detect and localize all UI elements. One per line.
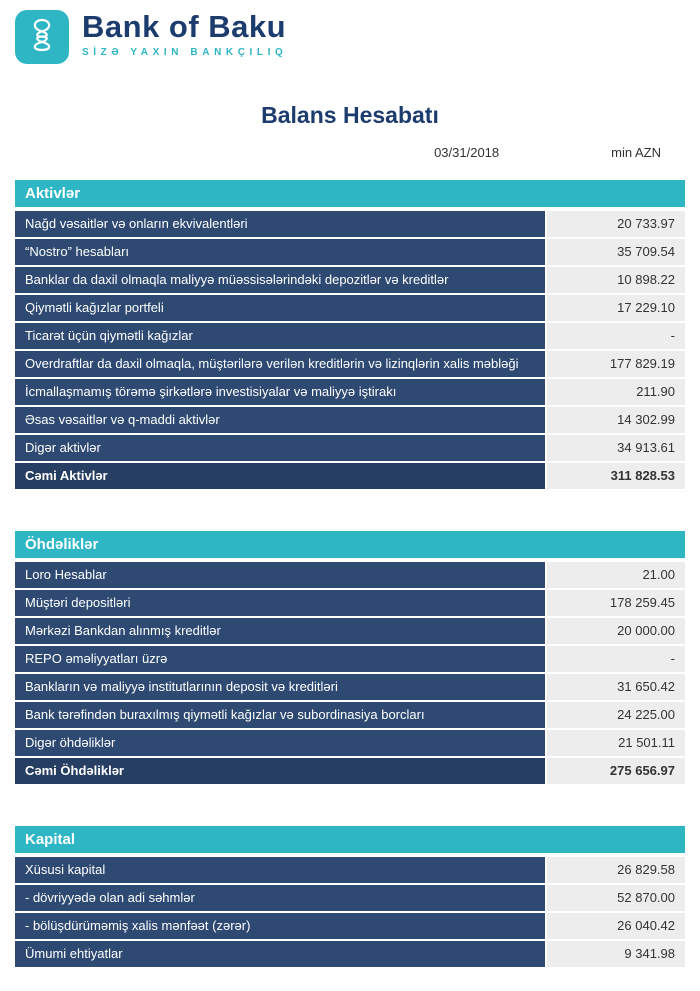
table-row [15, 323, 685, 349]
table-row [15, 435, 685, 461]
section-title-equity: Kapital [15, 826, 685, 853]
row-label: REPO əməliyyatları üzrə [15, 646, 545, 672]
row-label: Bank tərəfindən buraxılmış qiymətli kağızlar və subordinasiya borcları [15, 702, 545, 728]
row-label: “Nostro” hesabları [15, 239, 545, 265]
row-value: 34 913.61 [547, 435, 685, 461]
table-row [15, 857, 685, 883]
row-label: - bölüşdürüməmiş xalis mənfəət (zərər) [15, 913, 545, 939]
page-title: Balans Hesabatı [261, 102, 439, 128]
table-row [15, 913, 685, 939]
table-row [15, 885, 685, 911]
report-meta [15, 145, 685, 160]
row-label: Bankların və maliyyə institutlarının deposit və kreditləri [15, 674, 545, 700]
table-row [15, 590, 685, 616]
row-label: Cəmi Öhdəliklər [15, 758, 545, 784]
section-liabilities [15, 531, 685, 784]
header [15, 8, 685, 72]
row-value: 24 225.00 [547, 702, 685, 728]
row-value: - [547, 646, 685, 672]
bank-logo [15, 10, 69, 64]
row-value: 178 259.45 [547, 590, 685, 616]
row-label: Xüsusi kapital [15, 857, 545, 883]
row-value: - [547, 323, 685, 349]
section-title-assets: Aktivlər [15, 180, 685, 207]
sections-container [15, 180, 685, 967]
report-date: 03/31/2018 [434, 145, 500, 160]
row-value: 14 302.99 [547, 407, 685, 433]
row-value: 52 870.00 [547, 885, 685, 911]
row-value: 211.90 [547, 379, 685, 405]
total-row [15, 463, 685, 489]
section-equity [15, 826, 685, 967]
row-value: 26 829.58 [547, 857, 685, 883]
section-title-liabilities: Öhdəliklər [15, 531, 685, 558]
section-assets [15, 180, 685, 489]
table-row [15, 379, 685, 405]
table-row [15, 674, 685, 700]
table-row [15, 351, 685, 377]
row-label: Əsas vəsaitlər və q-maddi aktivlər [15, 407, 545, 433]
row-label: Müştəri depositləri [15, 590, 545, 616]
row-value: 275 656.97 [547, 758, 685, 784]
table-row [15, 562, 685, 588]
table-row [15, 941, 685, 967]
row-value: 177 829.19 [547, 351, 685, 377]
row-value: 20 000.00 [547, 618, 685, 644]
row-label: Qiymətli kağızlar portfeli [15, 295, 545, 321]
brand-block [82, 10, 287, 58]
table-row [15, 295, 685, 321]
row-value: 21.00 [547, 562, 685, 588]
row-label: Overdraftlar da daxil olmaqla, müştərilərə verilən kreditlərin və lizinqlərin xalis məbləği [15, 351, 545, 377]
row-label: Mərkəzi Bankdan alınmış kreditlər [15, 618, 545, 644]
table-row [15, 702, 685, 728]
table-row [15, 239, 685, 265]
row-value: 17 229.10 [547, 295, 685, 321]
brand-name: Bank of Baku [82, 9, 287, 44]
row-value: 21 501.11 [547, 730, 685, 756]
table-row [15, 267, 685, 293]
total-row [15, 758, 685, 784]
table-row [15, 618, 685, 644]
table-row [15, 211, 685, 237]
row-value: 20 733.97 [547, 211, 685, 237]
table-row [15, 730, 685, 756]
row-label: Loro Hesablar [15, 562, 545, 588]
row-value: 31 650.42 [547, 674, 685, 700]
row-value: 10 898.22 [547, 267, 685, 293]
row-label: İcmallaşmamış törəmə şirkətlərə investisiyalar və maliyyə iştirakı [15, 379, 545, 405]
row-value: 9 341.98 [547, 941, 685, 967]
row-label: - dövriyyədə olan adi səhmlər [15, 885, 545, 911]
row-value: 35 709.54 [547, 239, 685, 265]
row-value: 26 040.42 [547, 913, 685, 939]
row-label: Digər aktivlər [15, 435, 545, 461]
row-label: Ticarət üçün qiymətli kağızlar [15, 323, 545, 349]
row-value: 311 828.53 [547, 463, 685, 489]
unit-label: min AZN [611, 145, 661, 160]
bank-logo-knot-icon [22, 15, 62, 60]
table-row [15, 646, 685, 672]
row-label: Banklar da daxil olmaqla maliyyə müəssisələrindəki depozitlər və kreditlər [15, 267, 545, 293]
row-label: Ümumi ehtiyatlar [15, 941, 545, 967]
row-label: Digər öhdəliklər [15, 730, 545, 756]
row-label: Nağd vəsaitlər və onların ekvivalentləri [15, 211, 545, 237]
table-row [15, 407, 685, 433]
row-label: Cəmi Aktivlər [15, 463, 545, 489]
brand-tagline: SİZƏ YAXIN BANKÇILIQ [82, 47, 288, 59]
